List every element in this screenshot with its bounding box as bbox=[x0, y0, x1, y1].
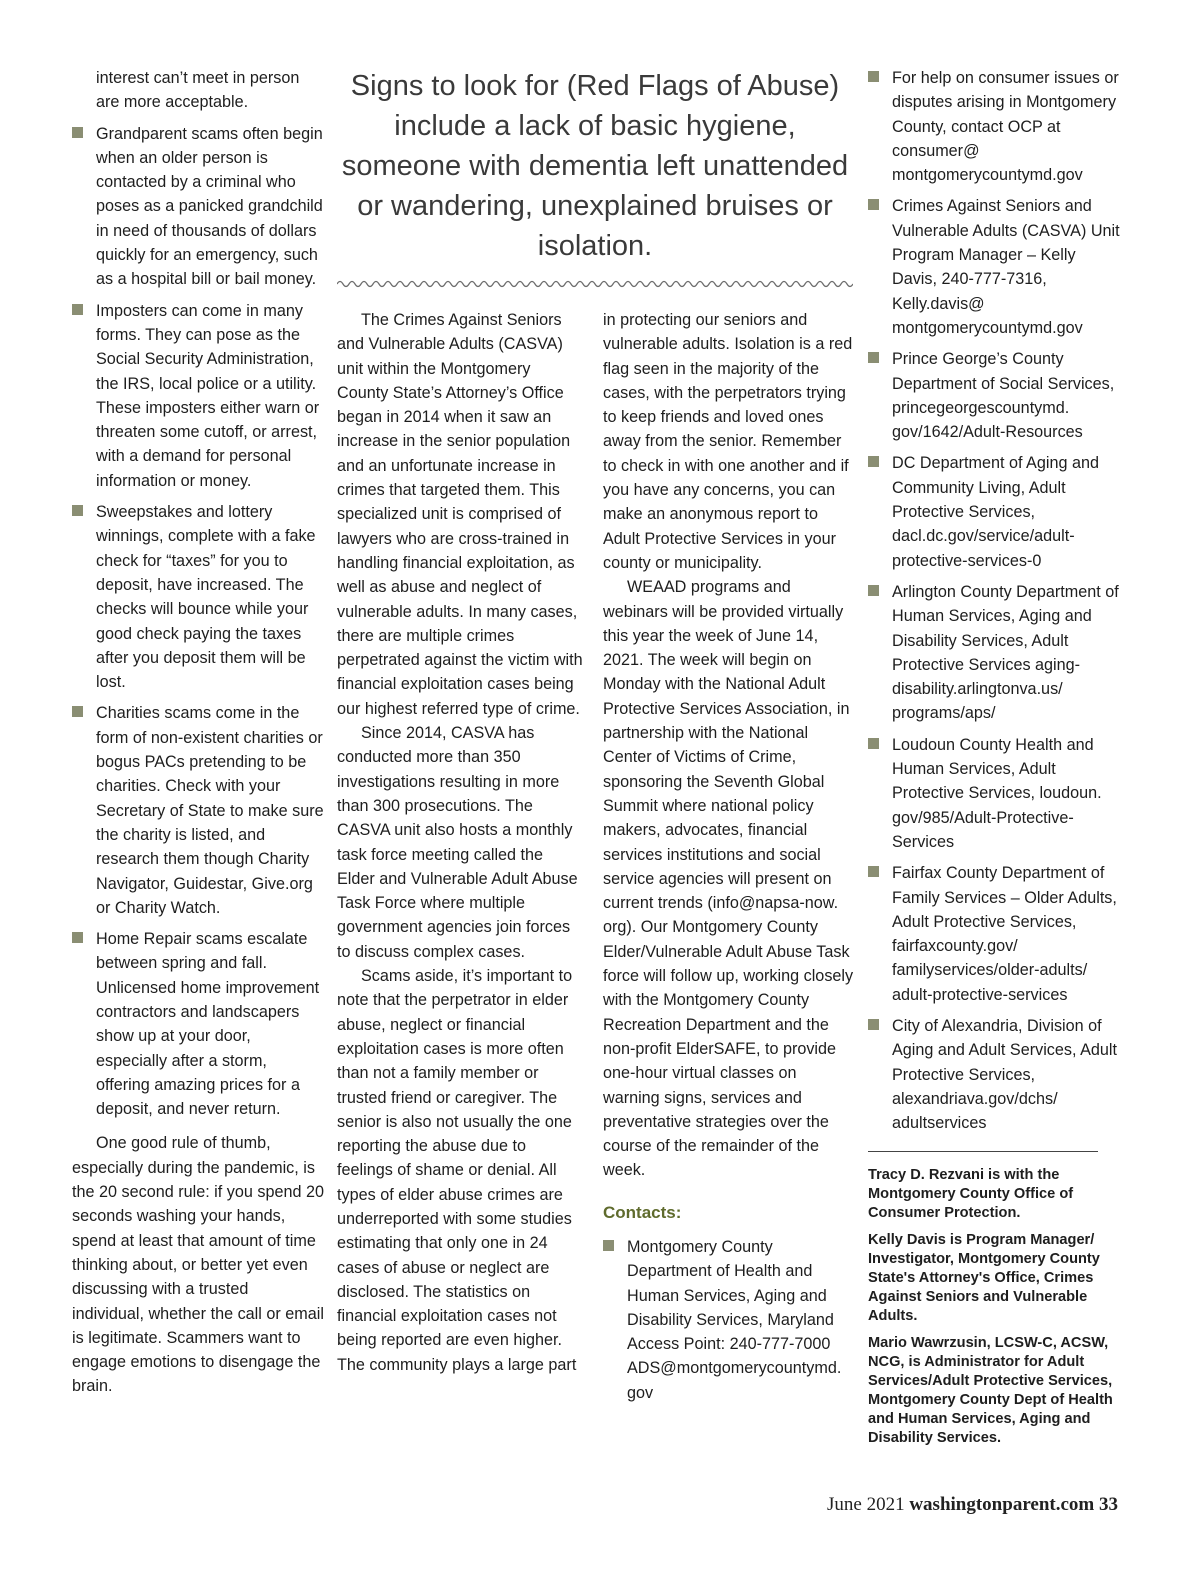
continuation-paragraph: in protecting our seniors and vulnerable adults. Isolation is a red flag seen in the majority of the cases, with the perpetrators trying to keep friends and loved ones away from the senior. Remember to check in with one another and if you have any concerns, you can make an anonymous report to Adult Protective Services in your county or municipality. bbox=[603, 311, 853, 572]
bullet-square-icon bbox=[868, 866, 879, 877]
bullet-square-icon bbox=[72, 304, 83, 315]
list-item bbox=[72, 701, 324, 920]
contacts-heading: Contacts: bbox=[603, 1202, 682, 1222]
contact-text: For help on consumer issues or disputes arising in Montgomery County, contact OCP at consumer@ montgomerycountymd.gov bbox=[892, 69, 1119, 185]
list-item bbox=[868, 1014, 1120, 1135]
casva-paragraph: The Crimes Against Seniors and Vulnerable Adults (CASVA) unit within the Montgomery County State’s Attorney’s Office began in 2014 when it saw an increase in the senior population and an unfortunate increase in crimes that targeted them. This specialized unit is comprised of lawyers who are cross-trained in handling financial exploitation, as well as abuse and neglect of vulnerable adults. In many cases, there are multiple crimes perpetrated against the victim with financial exploitation cases being our highest referred type of crime. bbox=[337, 311, 583, 718]
list-item bbox=[72, 122, 324, 292]
author-bio: Mario Wawrzusin, LCSW-C, ACSW, NCG, is Administrator for Adult Services/Adult Protective Services, Montgomery County Dept of Health and Human Services, Aging and Disability Services. bbox=[868, 1335, 1113, 1447]
list-item bbox=[868, 347, 1120, 444]
bullet-square-icon bbox=[72, 505, 83, 516]
contact-text: Arlington County Department of Human Services, Aging and Disability Services, Adult Protective Services aging-disability.arlingtonva.us/ programs/aps/ bbox=[892, 582, 1119, 723]
scams-aside-paragraph: Scams aside, it’s important to note that the perpetrator in elder abuse, neglect or financial exploitation cases is more often than not a family member or trusted friend or caregiver. The senior is also not usually the one reporting the abuse due to feelings of shame or denial. All types of elder abuse crimes are underreported with some studies estimating that only one in 24 cases of abuse or neglect are disclosed. The statistics on financial exploitation cases not being reported are even higher. The community plays a large part bbox=[337, 967, 577, 1374]
bullet-square-icon bbox=[868, 456, 879, 467]
bullet-text: Grandparent scams often begin when an older person is contacted by a criminal who poses as a panicked grandchild in need of thousands of dollars quickly for an emergency, such as a hospital bill or bail money. bbox=[96, 124, 323, 289]
intro-continuation: interest can’t meet in person are more acceptable. bbox=[96, 69, 300, 112]
list-item bbox=[868, 451, 1120, 572]
list-item bbox=[72, 299, 324, 493]
column-2 bbox=[337, 308, 583, 1377]
bullet-text: Imposters can come in many forms. They can pose as the Social Security Administration, the IRS, local police or a utility. These imposters either warn or threaten some cutoff, or arrest, with a demand for personal information or money. bbox=[96, 301, 320, 490]
bullet-square-icon bbox=[72, 127, 83, 138]
weaad-paragraph: WEAAD programs and webinars will be provided virtually this year the week of June 14, 2021. The week will begin on Monday with the National Adult Protective Services Association, in partnership with the National Center of Victims of Crime, sponsoring the Seventh Global Summit where national policy makers, advocates, financial services institutions and social service agencies will present on current trends (info@napsa-now. org). Our Montgomery County Elder/Vulnerable Adult Abuse Task force will follow up, working closely with the Montgomery County Recreation Department and the non-profit ElderSAFE, to provide one-hour virtual classes on warning signs, services and preventative strategies over the course of the remainder of the week. bbox=[603, 578, 854, 1180]
author-bio: Kelly Davis is Program Manager/ Investigator, Montgomery County State's Attorney's Office, Crimes Against Seniors and Vulnerable Adults. bbox=[868, 1232, 1100, 1325]
contact-text: Prince George’s County Department of Social Services, princegeorgescountymd. gov/1642/Adult-Resources bbox=[892, 350, 1115, 442]
contact-text: Loudoun County Health and Human Services, Adult Protective Services, loudoun. gov/985/Adult-Protective-Services bbox=[892, 735, 1102, 851]
list-item bbox=[868, 66, 1120, 187]
bullet-square-icon bbox=[72, 932, 83, 943]
list-item bbox=[868, 861, 1120, 1007]
pull-quote bbox=[337, 66, 853, 266]
column-4 bbox=[868, 66, 1120, 1456]
contact-text: City of Alexandria, Division of Aging and Adult Services, Adult Protective Services, alexandriava.gov/dchs/ adultservices bbox=[892, 1016, 1117, 1133]
contact-text: Fairfax County Department of Family Services – Older Adults, Adult Protective Services, fairfaxcounty.gov/ familyservices/older-adults/ adult-protective-services bbox=[892, 864, 1117, 1004]
bullet-text: Sweepstakes and lottery winnings, complete with a fake check for “taxes” for you to deposit, have increased. The checks will bounce while your good check paying the taxes after you deposit them will be lost. bbox=[96, 503, 316, 692]
contact-text: Montgomery County Department of Health and Human Services, Aging and Disability Services, Maryland Access Point: 240-777-7000 ADS@montgomerycountymd. gov bbox=[627, 1237, 842, 1402]
contacts-list bbox=[603, 1235, 855, 1405]
contact-text: Crimes Against Seniors and Vulnerable Adults (CASVA) Unit Program Manager – Kelly Davis, 240-777-7316, Kelly.davis@ montgomerycountymd.gov bbox=[892, 197, 1120, 337]
pull-quote-text: Signs to look for (Red Flags of Abuse) include a lack of basic hygiene, someone with dementia left unattended or wandering, unexplained bruises or isolation. bbox=[341, 70, 849, 262]
list-item bbox=[868, 733, 1120, 854]
list-item bbox=[868, 194, 1120, 340]
divider bbox=[868, 1151, 1098, 1152]
column-3 bbox=[603, 308, 855, 1412]
site-name: washingtonparent.com bbox=[909, 1494, 1095, 1515]
bullet-square-icon bbox=[868, 71, 879, 82]
contacts-list-continued bbox=[868, 66, 1120, 1135]
casva-stats-paragraph: Since 2014, CASVA has conducted more than 350 investigations resulting in more than 300 prosecutions. The CASVA unit also hosts a monthly task force meeting called the Elder and Vulnerable Adult Abuse Task Force where multiple government agencies join forces to discuss complex cases. bbox=[337, 724, 578, 961]
list-item bbox=[868, 580, 1120, 726]
wavy-rule bbox=[337, 276, 853, 292]
bullet-text: Home Repair scams escalate between spring and fall. Unlicensed home improvement contractors and landscapers show up at your door, especially after a storm, offering amazing prices for a deposit, and never return. bbox=[96, 930, 320, 1119]
author-bio: Tracy D. Rezvani is with the Montgomery County Office of Consumer Protection. bbox=[868, 1167, 1074, 1222]
bullet-square-icon bbox=[868, 1019, 879, 1030]
bullet-square-icon bbox=[603, 1240, 614, 1251]
column-1 bbox=[72, 66, 324, 1399]
page-number: 33 bbox=[1099, 1494, 1118, 1515]
list-item bbox=[72, 927, 324, 1121]
rule-of-thumb-paragraph: One good rule of thumb, especially during the pandemic, is the 20 second rule: if you spend 20 seconds washing your hands, spend at least that amount of time thinking about, or better yet even discussing with a trusted individual, whether the call or email is legitimate. Scammers want to engage emotions to disengage the brain. bbox=[72, 1134, 324, 1396]
bullet-square-icon bbox=[868, 352, 879, 363]
issue-date: June 2021 bbox=[827, 1494, 905, 1515]
page-footer bbox=[827, 1494, 1118, 1516]
list-item bbox=[72, 500, 324, 694]
bullet-square-icon bbox=[868, 199, 879, 210]
contact-text: DC Department of Aging and Community Living, Adult Protective Services, dacl.dc.gov/service/adult-protective-services-0 bbox=[892, 454, 1099, 570]
bullet-square-icon bbox=[868, 738, 879, 749]
scam-list bbox=[72, 122, 324, 1122]
bullet-text: Charities scams come in the form of non-existent charities or bogus PACs pretending to be charities. Check with your Secretary of State to make sure the charity is listed, and research them though Charity Navigator, Guidestar, Give.org or Charity Watch. bbox=[96, 704, 324, 917]
bullet-square-icon bbox=[72, 706, 83, 717]
bullet-square-icon bbox=[868, 585, 879, 596]
list-item bbox=[603, 1235, 855, 1405]
